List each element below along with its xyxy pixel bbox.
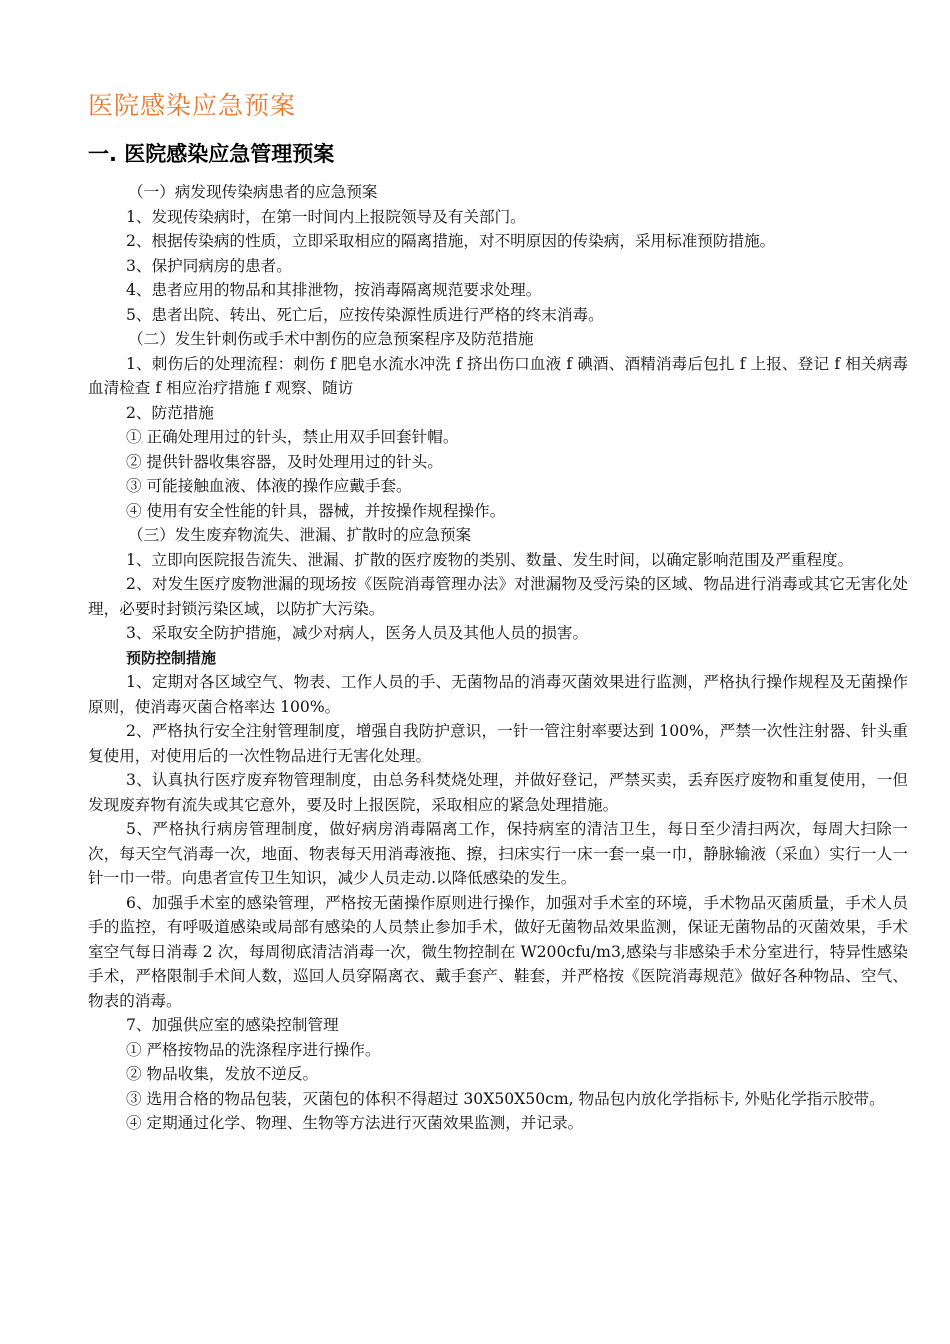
paragraph: （二）发生针刺伤或手术中割伤的应急预案程序及防范措施 <box>128 330 534 348</box>
paragraph: ③ 选用合格的物品包装，灭菌包的体积不得超过 30X50X50cm, 物品包内放化学指标卡, 外贴化学指示胶带。 <box>126 1089 885 1108</box>
paragraph: 1、立即向医院报告流失、泄漏、扩散的医疗废物的类别、数量、发生时间，以确定影响范围及严重程度。 <box>126 550 854 569</box>
paragraph: 3、采取安全防护措施，减少对病人，医务人员及其他人员的损害。 <box>126 624 589 642</box>
document-body <box>88 180 908 1136</box>
paragraph: ① 严格按物品的洗涤程序进行操作。 <box>126 1040 381 1059</box>
paragraph: 2、防范措施 <box>126 403 214 422</box>
paragraph: ④ 定期通过化学、物理、生物等方法进行灭菌效果监测，并记录。 <box>126 1114 584 1132</box>
paragraph: 6、加强手术室的感染管理，严格按无菌操作原则进行操作，加强对手术室的环境，手术物品灭菌质量，手术人员手的监控，有呼吸道感染或局部有感染的人员禁止参加手术，做好无菌物品效果监测，保证无菌物品的灭菌效果，手术室空气每日消毒 2 次，每周彻底清洁消毒一次，微生物控制在 W200cfu/m3,感染与非感染手术分室进行，特异性感染手术，严格限制手术间人数，巡回人员穿隔离衣、戴手套产、鞋套，并严格按《医院消毒规范》做好各种物品、空气、物表的消毒。 <box>88 893 908 1010</box>
paragraph: 7、加强供应室的感染控制管理 <box>126 1016 339 1034</box>
paragraph: 5、患者出院、转出、死亡后，应按传染源性质进行严格的终末消毒。 <box>126 305 604 324</box>
paragraph: ④ 使用有安全性能的针具，器械，并按操作规程操作。 <box>126 501 506 520</box>
paragraph: 2、根据传染病的性质，立即采取相应的隔离措施，对不明原因的传染病，采用标准预防措施。 <box>126 232 776 250</box>
paragraph: ③ 可能接触血液、体液的操作应戴手套。 <box>126 477 412 495</box>
paragraph: 2、严格执行安全注射管理制度，增强自我防护意识，一针一管注射率要达到 100%，严禁一次性注射器、针头重复使用，对使用后的一次性物品进行无害化处理。 <box>88 722 908 765</box>
paragraph: ① 正确处理用过的针头，禁止用双手回套针帽。 <box>126 428 459 446</box>
paragraph: 3、认真执行医疗废弃物管理制度，由总务科焚烧处理，并做好登记，严禁买卖，丢弃医疗废物和重复使用，一但发现废弃物有流失或其它意外，要及时上报医院，采取相应的紧急处理措施。 <box>88 771 908 814</box>
paragraph: ② 物品收集，发放不逆反。 <box>126 1065 319 1083</box>
paragraph: ② 提供针器收集容器，及时处理用过的针头。 <box>126 452 443 471</box>
paragraph: 1、定期对各区域空气、物表、工作人员的手、无菌物品的消毒灭菌效果进行监测，严格执行操作规程及无菌操作原则，使消毒灭菌合格率达 100%。 <box>88 673 908 716</box>
document-title: 医院感染应急预案 <box>88 91 297 120</box>
paragraph: 5、严格执行病房管理制度，做好病房消毒隔离工作，保持病室的清洁卫生，每日至少清扫两次，每周大扫除一次，每天空气消毒一次，地面、物表每天用消毒液拖、擦，扫床实行一床一套一桌一巾，静脉输液（采血）实行一人一针一巾一带。向患者宣传卫生知识，减少人员走动.以降低感染的发生。 <box>88 820 908 887</box>
paragraph: （一）病发现传染病患者的应急预案 <box>128 183 378 201</box>
paragraph: 1、刺伤后的处理流程：刺伤 f 肥皂水流水冲洗 f 挤出伤口血液 f 碘酒、酒精消毒后包扎 f 上报、登记 f 相关病毒血清检查 f 相应治疗措施 f 观察、随访 <box>88 354 908 397</box>
subheading: 预防控制措施 <box>126 648 217 667</box>
section-heading: 一. 医院感染应急管理预案 <box>88 142 335 166</box>
paragraph: 4、患者应用的物品和其排泄物，按消毒隔离规范要求处理。 <box>126 281 542 299</box>
paragraph: （三）发生废弃物流失、泄漏、扩散时的应急预案 <box>128 526 472 544</box>
paragraph: 3、保护同病房的患者。 <box>126 256 292 275</box>
paragraph: 1、发现传染病时，在第一时间内上报院领导及有关部门。 <box>126 207 526 226</box>
paragraph: 2、对发生医疗废物泄漏的现场按《医院消毒管理办法》对泄漏物及受污染的区域、物品进行消毒或其它无害化处理，必要时封锁污染区域，以防扩大污染。 <box>88 575 908 618</box>
